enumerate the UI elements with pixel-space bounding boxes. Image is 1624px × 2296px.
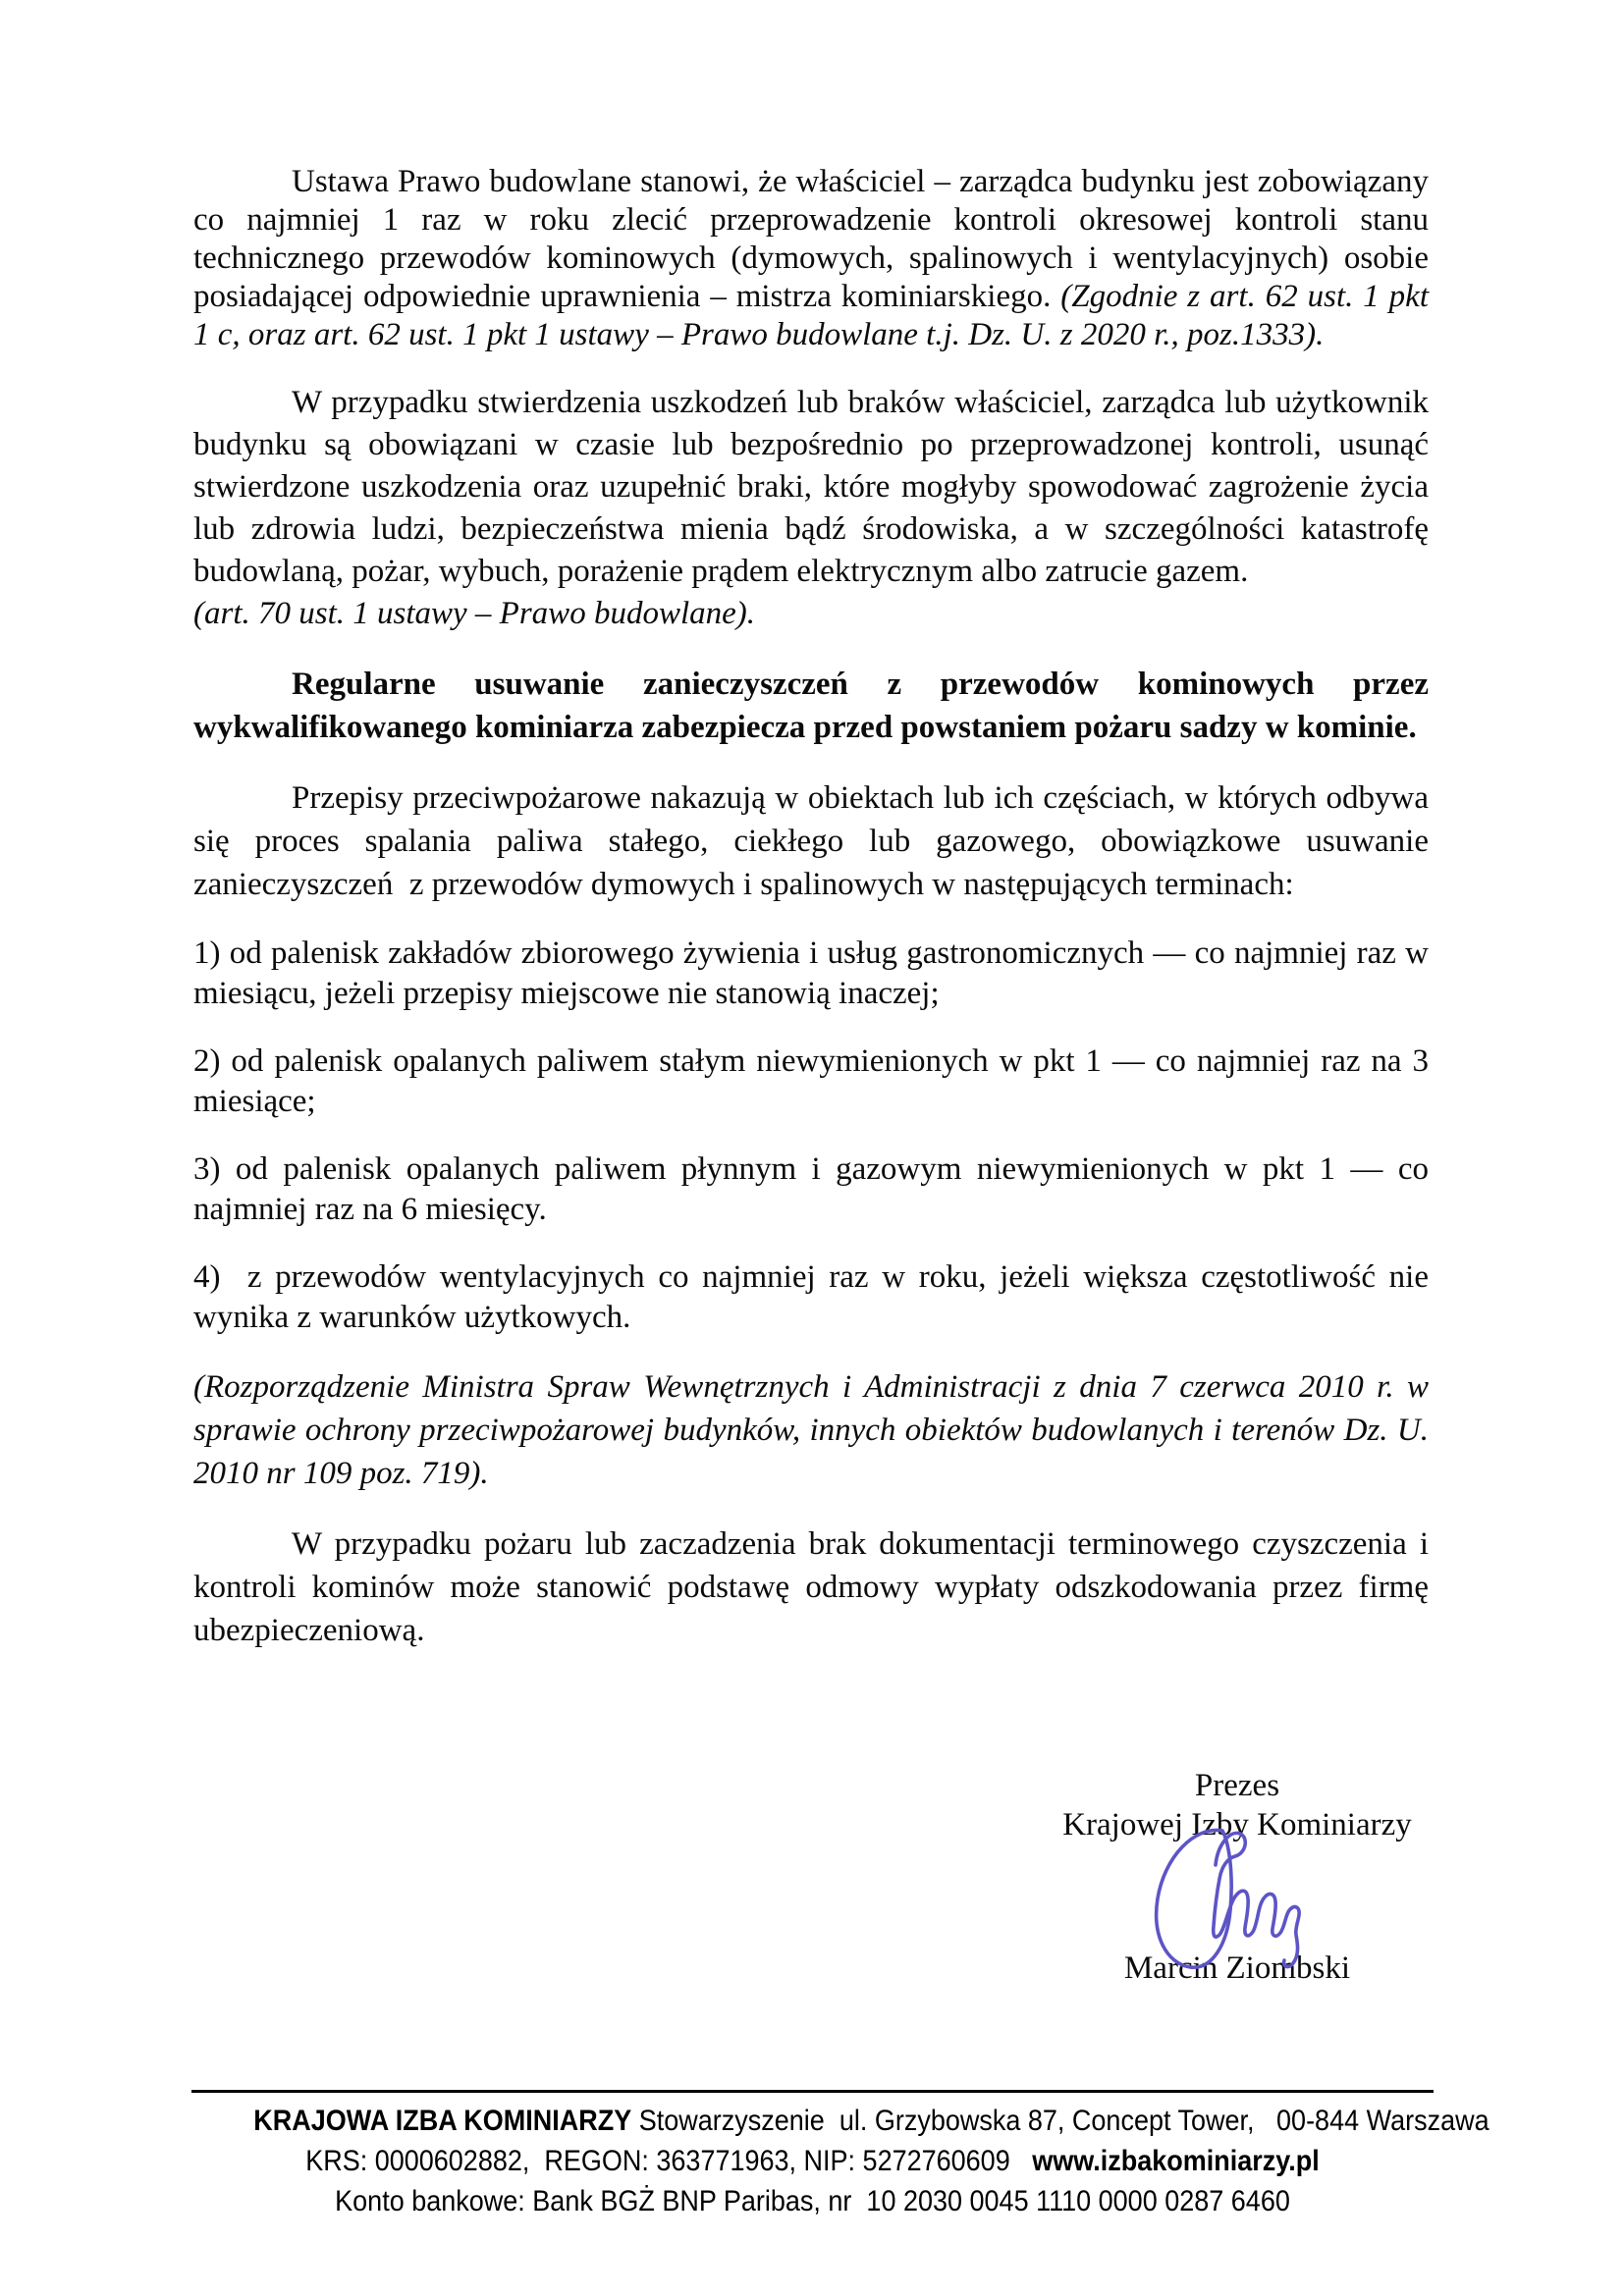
paragraph-regular-cleaning-statement bbox=[193, 663, 1429, 749]
letter-body bbox=[193, 163, 1429, 1652]
footer-org-name: KRAJOWA IZBA KOMINIARZY bbox=[253, 2105, 632, 2137]
text-run: Ustawa Prawo budowlane stanowi, że właściciel – zarządca budynku jest zobowiązany co najmniej 1 raz w roku zlecić przeprowadzenie kontroli okresowej kontroli stanu technicznego przewodów kominowych (dymowych, spalinowych i wentylacyjnych) osobie posiadającej odpowiednie uprawnienia – mistrza kominiarskiego. bbox=[193, 164, 1429, 314]
footer-address-line bbox=[253, 2101, 1489, 2141]
footer-org-details: Stowarzyszenie ul. Grzybowska 87, Concept Tower, 00-844 Warszawa bbox=[631, 2105, 1489, 2137]
text-run: 4) z przewodów wentylacyjnych co najmniej raz w roku, jeżeli większa częstotliwość nie wynika z warunków użytkowych. bbox=[193, 1259, 1429, 1335]
footer-registry-line bbox=[253, 2141, 1372, 2181]
paragraph-regulation-reference bbox=[193, 1365, 1429, 1495]
text-run: (art. 70 ust. 1 ustawy – Prawo budowlane). bbox=[193, 596, 756, 631]
text-run: 1) od palenisk zakładów zbiorowego żywienia i usług gastronomicznych — co najmniej raz w miesiącu, jeżeli przepisy miejscowe nie stanowią inaczej; bbox=[193, 935, 1429, 1011]
text-run: (Zgodnie z art. 62 ust. 1 pkt 1 c, oraz art. 62 ust. 1 pkt 1 ustawy – Prawo budowlane t.j. Dz. U. z 2020 r., poz.1333). bbox=[193, 279, 1430, 352]
paragraph-insurance-warning bbox=[193, 1522, 1429, 1652]
page-footer bbox=[191, 2090, 1489, 2221]
footer-bank-account: Konto bankowe: Bank BGŻ BNP Paribas, nr 10 2030 0045 1110 0000 0287 6460 bbox=[335, 2185, 1290, 2217]
footer-bank-line bbox=[253, 2181, 1372, 2221]
paragraph-intro bbox=[193, 163, 1429, 354]
text-run: Regularne usuwanie zanieczyszczeń z przewodów kominowych przez wykwalifikowanego kominiarza zabezpiecza przed powstaniem pożaru sadzy w kominie. bbox=[193, 667, 1429, 745]
text-run: W przypadku pożaru lub zaczadzenia brak dokumentacji terminowego czyszczenia i kontroli kominów może stanowić podstawę odmowy wypłaty odszkodowania przez firmę ubezpieczeniową. bbox=[193, 1526, 1429, 1648]
list-item-3 bbox=[193, 1149, 1429, 1230]
footer-registry-numbers: KRS: 0000602882, REGON: 363771963, NIP: 5272760609 bbox=[305, 2145, 1033, 2177]
text-run: 3) od palenisk opalanych paliwem płynnym i gazowym niewymienionych w pkt 1 — co najmniej raz na 6 miesięcy. bbox=[193, 1151, 1429, 1227]
text-run: (Rozporządzenie Ministra Spraw Wewnętrznych i Administracji z dnia 7 czerwca 2010 r. w sprawie ochrony przeciwpożarowej budynków, innych obiektów budowlanych i terenów Dz. U. 2010 nr 109 poz. 719). bbox=[193, 1369, 1429, 1491]
paragraph-damage-obligations bbox=[193, 382, 1429, 635]
signatory-title: Prezes bbox=[1194, 1768, 1280, 1803]
text-run: 2) od palenisk opalanych paliwem stałym niewymienionych w pkt 1 — co najmniej raz na 3 miesiące; bbox=[193, 1043, 1429, 1119]
list-item-4 bbox=[193, 1257, 1429, 1338]
footer-website: www.izbakominiarzy.pl bbox=[1032, 2145, 1320, 2177]
signatory-name: Marcin Ziombski bbox=[1123, 1950, 1351, 1986]
list-item-2 bbox=[193, 1041, 1429, 1122]
signature-block bbox=[1041, 1766, 1434, 1988]
list-item-1 bbox=[193, 934, 1429, 1014]
signatory-organization: Krajowej Izby Kominiarzy bbox=[1062, 1807, 1412, 1842]
paragraph-fire-regulations bbox=[193, 776, 1429, 906]
text-run: W przypadku stwierdzenia uszkodzeń lub braków właściciel, zarządca lub użytkownik budynku są obowiązani w czasie lub bezpośrednio po przeprowadzonej kontroli, usunąć stwierdzone uszkodzenia oraz uzupełnić braki, które mogłyby spowodować zagrożenie życia lub zdrowia ludzi, bezpieczeństwa mienia bądź środowiska, a w szczególności katastrofę budowlaną, pożar, wybuch, porażenie prądem elektrycznym albo zatrucie gazem. bbox=[193, 385, 1429, 589]
text-run: Przepisy przeciwpożarowe nakazują w obiektach lub ich częściach, w których odbywa się proces spalania paliwa stałego, ciekłego lub gazowego, obowiązkowe usuwanie zanieczyszczeń z przewodów dymowych i spalinowych w następujących terminach: bbox=[193, 780, 1429, 902]
